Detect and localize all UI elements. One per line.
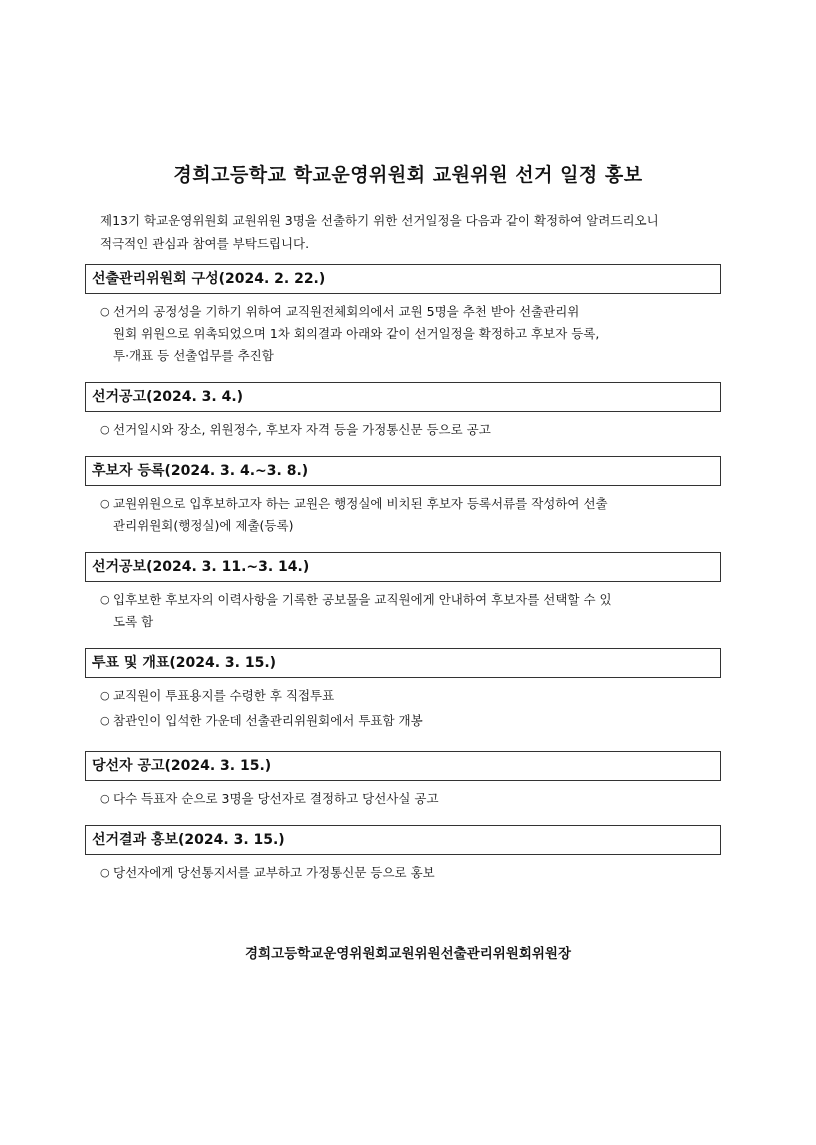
list-item <box>100 710 725 732</box>
list-item <box>100 493 725 537</box>
item-line: 교직원이 투표용지를 수령한 후 직접투표 <box>113 688 335 703</box>
bullet-circle-icon: ○ <box>100 423 110 436</box>
item-line: 원회 위원으로 위촉되었으며 1차 회의결과 아래와 같이 선거일정을 확정하고 후보자 등록, <box>113 326 600 341</box>
section-items-bulletin <box>100 589 725 636</box>
item-line: 입후보한 후보자의 이력사항을 기록한 공보물을 교직원에게 안내하여 후보자를 선택할 수 있 <box>113 592 612 607</box>
item-line: 참관인이 입석한 가운데 선출관리위원회에서 투표함 개봉 <box>113 713 423 728</box>
item-line: 당선자에게 당선통지서를 교부하고 가정통신문 등으로 홍보 <box>113 865 435 880</box>
intro-line: 제13기 학교운영위원회 교원위원 3명을 선출하기 위한 선거일정을 다음과 같이 확정하여 알려드리오니 <box>100 213 659 228</box>
item-line: 선거의 공정성을 기하기 위하여 교직원전체회의에서 교원 5명을 추천 받아 선출관리위 <box>113 304 580 319</box>
section-items-voting <box>100 685 725 735</box>
item-line: 교원위원으로 입후보하고자 하는 교원은 행정실에 비치된 후보자 등록서류를 작성하여 선출 <box>113 496 608 511</box>
section-items-announcement <box>100 419 725 444</box>
bullet-circle-icon: ○ <box>100 593 110 606</box>
bullet-circle-icon: ○ <box>100 689 110 702</box>
signature: 경희고등학교운영위원회교원위원선출관리위원회위원장 <box>244 946 572 962</box>
bullet-circle-icon: ○ <box>100 792 110 805</box>
section-heading-bulletin: 선거공보(2024. 3. 11.~3. 14.) <box>85 552 721 582</box>
section-heading-announcement: 선거공고(2024. 3. 4.) <box>85 382 721 412</box>
bullet-circle-icon: ○ <box>100 305 110 318</box>
list-item <box>100 419 725 441</box>
item-line: 도록 함 <box>113 614 154 629</box>
bullet-circle-icon: ○ <box>100 497 110 510</box>
intro-line: 적극적인 관심과 참여를 부탁드립니다. <box>100 236 310 251</box>
list-item <box>100 862 725 884</box>
section-heading-voting: 투표 및 개표(2024. 3. 15.) <box>85 648 721 678</box>
bullet-circle-icon: ○ <box>100 866 110 879</box>
section-items-registration <box>100 493 725 540</box>
list-item <box>100 788 725 810</box>
section-heading-committee: 선출관리위원회 구성(2024. 2. 22.) <box>85 264 721 294</box>
item-line: 선거일시와 장소, 위원정수, 후보자 자격 등을 가정통신문 등으로 공고 <box>113 422 491 437</box>
item-line: 투·개표 등 선출업무를 추진함 <box>113 348 274 363</box>
section-heading-winner-notice: 당선자 공고(2024. 3. 15.) <box>85 751 721 781</box>
item-line: 관리위원회(행정실)에 제출(등록) <box>113 518 294 533</box>
page-title: 경희고등학교 학교운영위원회 교원위원 선거 일정 홍보 <box>173 164 643 186</box>
list-item <box>100 301 725 367</box>
section-heading-registration: 후보자 등록(2024. 3. 4.~3. 8.) <box>85 456 721 486</box>
list-item <box>100 685 725 707</box>
intro-paragraph <box>100 209 730 255</box>
section-heading-result-promotion: 선거결과 홍보(2024. 3. 15.) <box>85 825 721 855</box>
bullet-circle-icon: ○ <box>100 714 110 727</box>
item-line: 다수 득표자 순으로 3명을 당선자로 결정하고 당선사실 공고 <box>113 791 439 806</box>
list-item <box>100 589 725 633</box>
section-items-result-promotion <box>100 862 725 887</box>
section-items-committee <box>100 301 725 370</box>
section-items-winner-notice <box>100 788 725 813</box>
